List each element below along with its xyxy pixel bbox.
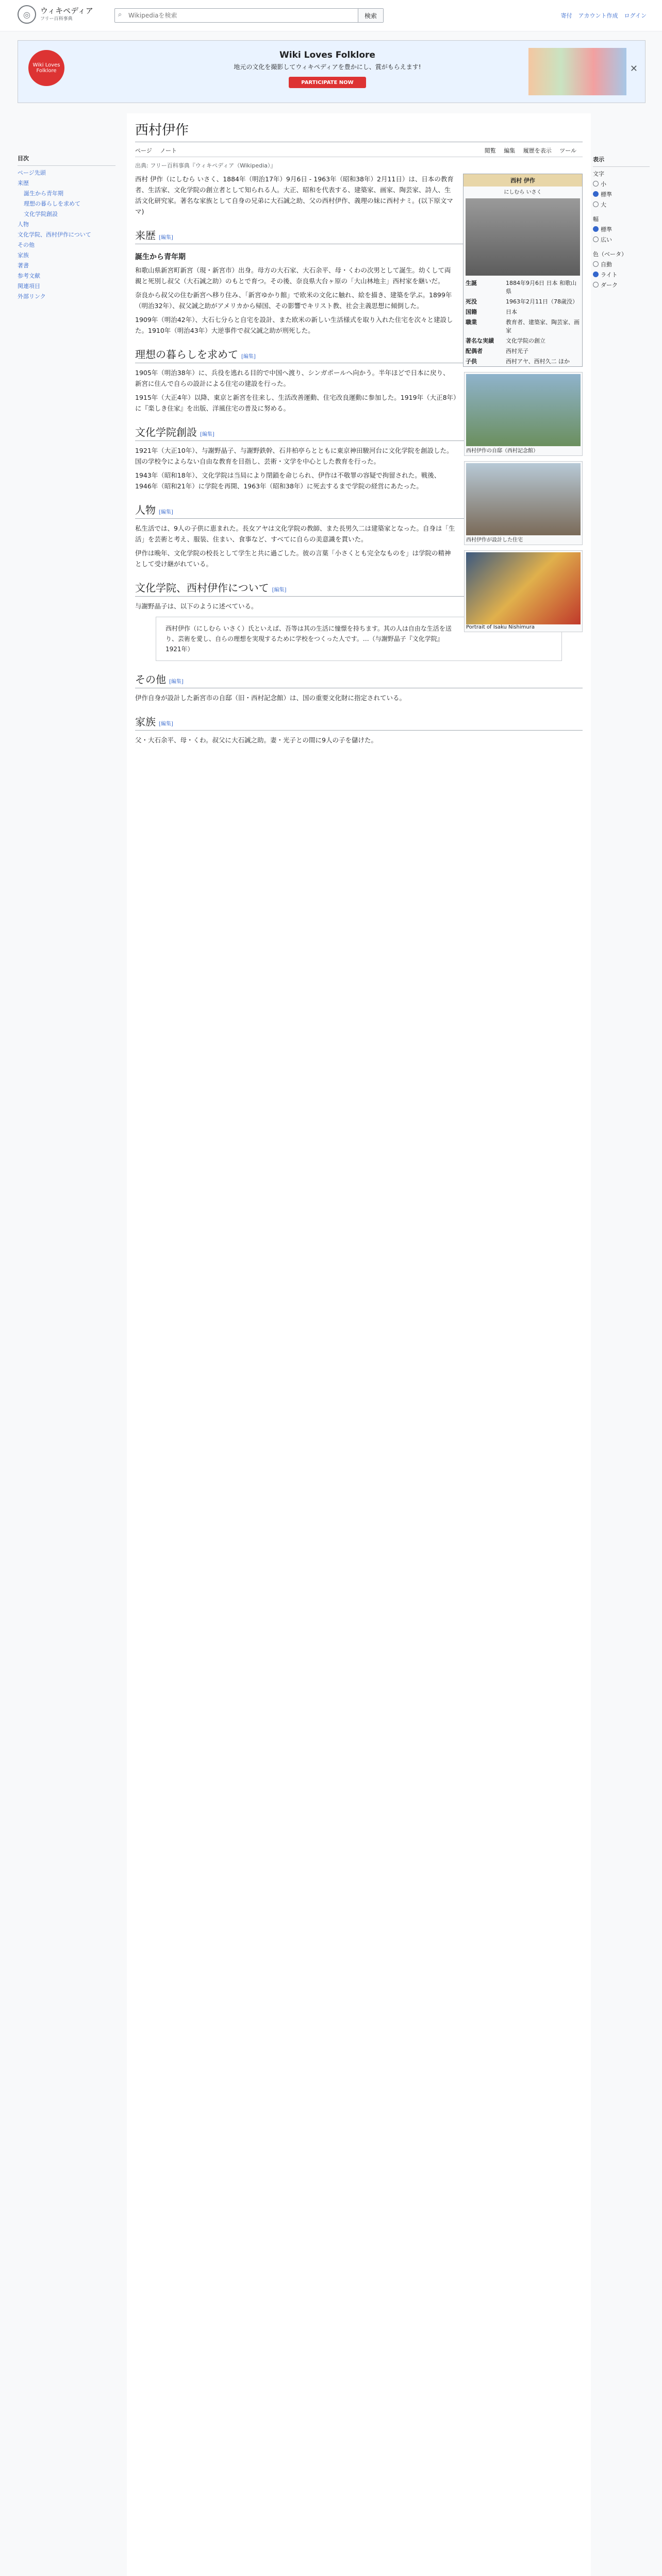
option-auto[interactable]: 自動 [593,260,650,270]
color-label: 色（ベータ） [593,251,627,258]
donate-link[interactable]: 寄付 [560,12,572,19]
tab-tools[interactable]: ツール [559,147,576,154]
participate-button[interactable]: PARTICIPATE NOW [289,77,366,88]
radio-icon [593,201,599,207]
house-photo[interactable] [466,374,581,446]
tab-page[interactable]: ページ [135,147,152,154]
blockquote: 西村伊作（にしむら いさく）氏といえば、吾等は其の生活に憧憬を持ちます。其の人は自由な生活を送り、芸術を愛し、自らの理想を実現するために学校をつくった人です。…（与謝野晶子『文化学院』1921年） [156,617,562,661]
portrait-image[interactable] [466,198,580,276]
infobox-value: 日本 [506,309,517,315]
toc-item[interactable]: 誕生から青年期 [24,190,63,197]
radio-icon [593,261,599,267]
banner-text: 地元の文化を撮影してウィキペディアを豊かにし、賞がもらえます! [234,63,421,71]
option-small[interactable]: 小 [593,179,650,190]
toc-item[interactable]: 外部リンク [18,293,46,300]
paragraph: 1921年（大正10年）、与謝野晶子、与謝野鉄幹、石井柏亭らとともに東京神田駿河台に文化学院を創設した。国の学校令によらない自由な教育を目指し、芸術・文学を中心とした教育を行った。 [135,447,453,465]
search-button[interactable]: 検索 [358,9,383,22]
paragraph: 1905年（明治38年）に、兵役を逃れる目的で中国へ渡り、シンガポールへ向かう。半年ほどで日本に戻り、新宮に住んで自らの設計による住宅の建設を行った。 [135,369,450,387]
appearance-heading: 表示 [593,155,650,167]
paragraph: 奈良から叔父の住む新宮へ移り住み、「新宮ゆかり館」で欧米の文化に触れ、絵を描き、建築を学ぶ。1899年（明治32年）、叔父誠之助がアメリカから帰国、その影響でキリスト教、社会主義思想に傾倒した。 [135,291,452,310]
figure-caption: 西村伊作が設計した住宅 [466,537,523,543]
personal-links [561,11,647,20]
infobox-value: 西村光子 [506,348,528,354]
create-account-link[interactable]: アカウント作成 [578,12,618,19]
infobox [463,174,583,367]
toc-item[interactable]: 関連項目 [18,283,40,290]
toc-item[interactable]: ページ先頭 [18,170,46,176]
tab-edit[interactable]: 編集 [504,147,516,154]
painting-image[interactable] [466,552,581,624]
infobox-key: 配偶者 [466,348,483,354]
radio-icon [593,272,599,277]
infobox-value: 1884年9月6日 日本 和歌山県 [506,280,576,295]
section-heading: 文化学院創設 [編集] [135,424,583,441]
toc-sidebar [18,149,115,302]
figure [464,461,583,545]
paragraph: 1943年（昭和18年）、文化学院は当局により閉鎖を命じられ、伊作は不敬罪の容疑で拘留された。戦後、1946年（昭和21年）に学院を再開、1963年（昭和38年）に死去するまで学院の経営にあたった。 [135,471,441,490]
toc-item[interactable]: 理想の暮らしを求めて [24,200,80,207]
source-note: 出典: フリー百科事典『ウィキペディア（Wikipedia）』 [135,162,276,169]
close-icon[interactable]: ✕ [630,63,638,74]
section-heading: その他 [編集] [135,671,583,688]
paragraph: 与謝野晶子は、以下のように述べている。 [135,602,258,610]
figure-caption: 西村伊作の自邸（西村記念館） [466,448,538,454]
radio-icon [593,236,599,242]
radio-icon [593,226,599,232]
infobox-key: 職業 [466,319,477,326]
wikipedia-globe-icon: ◎ [18,5,36,24]
option-dark[interactable]: ダーク [593,280,650,291]
banner-logo: Wiki Loves Folklore [28,50,64,86]
option-width-standard[interactable]: 標準 [593,225,650,235]
main-content [127,113,591,2576]
toc-item[interactable]: その他 [18,242,35,248]
infobox-header: 西村 伊作 [464,174,582,187]
paragraph: 父・大石余平、母・くわ。叔父に大石誠之助。妻・光子との間に9人の子を儲けた。 [135,736,377,744]
infobox-value: 西村アヤ、西村久二 ほか [506,358,570,365]
option-large[interactable]: 大 [593,200,650,210]
infobox-key: 生誕 [466,280,477,286]
infobox-value: 教育者、建築家、陶芸家、画家 [506,319,580,334]
toc-item[interactable]: 来歴 [18,180,29,187]
paragraph: 伊作自身が設計した新宮市の自邸（旧・西村記念館）は、国の重要文化財に指定されている。 [135,694,406,702]
page-tabs [135,146,583,157]
section-heading: 文化学院、西村伊作について [編集] [135,580,583,597]
section-heading: 家族 [編集] [135,714,583,731]
subsection-heading: 誕生から青年期 [135,253,186,261]
option-standard[interactable]: 標準 [593,190,650,200]
page-title: 西村伊作 [135,120,583,142]
toc-heading: 目次 [18,154,115,166]
infobox-subtitle: にしむら いさく [504,190,542,195]
infobox-key: 子供 [466,358,477,365]
text-size-label: 文字 [593,171,604,177]
site-logo[interactable] [18,5,93,24]
section-heading: 理想の暮らしを求めて [編集] [135,346,583,363]
infobox-key: 国籍 [466,309,477,315]
tab-read[interactable]: 閲覧 [484,147,496,154]
paragraph: 私生活では、9人の子供に恵まれた。長女アヤは文化学院の教師、また長男久二は建築家となった。自身は「生活」を芸術と考え、服装、住まい、食事など、すべてに自らの美意識を貫いた。 [135,524,455,543]
radio-icon [593,282,599,287]
radio-icon [593,191,599,197]
login-link[interactable]: ログイン [624,12,647,19]
toc-item[interactable]: 文化学院創設 [24,211,58,217]
search-icon: ⌕ [118,11,122,19]
tab-history[interactable]: 履歴を表示 [523,147,552,154]
toc-item[interactable]: 参考文献 [18,273,40,279]
option-light[interactable]: ライト [593,270,650,280]
logo-subtitle: フリー百科事典 [40,16,73,22]
infobox-key: 著名な実績 [466,337,494,344]
width-label: 幅 [593,216,599,223]
toc-item[interactable]: 文化学院、西村伊作について [18,231,91,238]
radio-icon [593,181,599,187]
site-header [0,0,662,31]
house-photo[interactable] [466,463,581,535]
intro-paragraph: 西村 伊作（にしむら いさく、1884年（明治17年）9月6日 - 1963年（昭和38年）2月11日）は、日本の教育者、生活家、文化学院の創立者として知られる人。大正、昭和を代表する、建築家、画家、陶芸家、詩人、生活文化研究家。著名な家族として自身の兄弟に大石誠之助、父の西村伊作、義理の妹に西村ナミ。(以下原文ママ) [135,175,454,215]
search-box [114,8,384,23]
appearance-panel [593,149,650,291]
section-heading: 人物 [編集] [135,502,583,519]
figure-caption: Portrait of Isaku Nishimura [466,624,535,630]
figure [464,550,583,632]
paragraph: 1909年（明治42年）、大石七分らと自宅を設計、また欧米の新しい生活様式を取り入れた住宅を次々と建設した。1910年（明治43年）大逆事件で叔父誠之助が刑死した。 [135,316,453,334]
banner-artwork [528,48,626,95]
figure [464,372,583,456]
infobox-key: 死没 [466,298,477,305]
infobox-value: 1963年2月11日（78歳没） [506,298,578,305]
section-heading: 来歴 [編集] [135,227,583,244]
paragraph: 和歌山県新宮町新宮（現・新宮市）出身。母方の大石家、大石余平、母・くわの次男として誕生。幼くして両親と死別し叔父（大石誠之助）のもとで育つ。その後、奈良県大台ヶ原の「大山林地主」西村家を継いだ。 [135,266,451,285]
infobox-value: 文化学院の創立 [506,337,545,344]
search-input[interactable] [115,11,358,20]
option-width-wide[interactable]: 広い [593,235,650,245]
banner-title: Wiki Loves Folklore [279,50,375,60]
toc-item[interactable]: 人物 [18,221,29,228]
tab-talk[interactable]: ノート [160,147,177,154]
logo-title: ウィキペディア [40,6,93,15]
campaign-banner [18,40,646,103]
paragraph: 1915年（大正4年）以降、東京と新宮を往来し、生活改善運動、住宅改良運動に参加した。1919年（大正8年）に『楽しき住家』を出版、洋風住宅の普及に努める。 [135,394,457,412]
toc-item[interactable]: 著書 [18,262,29,269]
paragraph: 伊作は晩年、文化学院の校長として学生と共に過ごした。彼の言葉「小さくとも完全なものを」は学院の精神として受け継がれている。 [135,549,451,568]
toc-item[interactable]: 家族 [18,252,29,259]
